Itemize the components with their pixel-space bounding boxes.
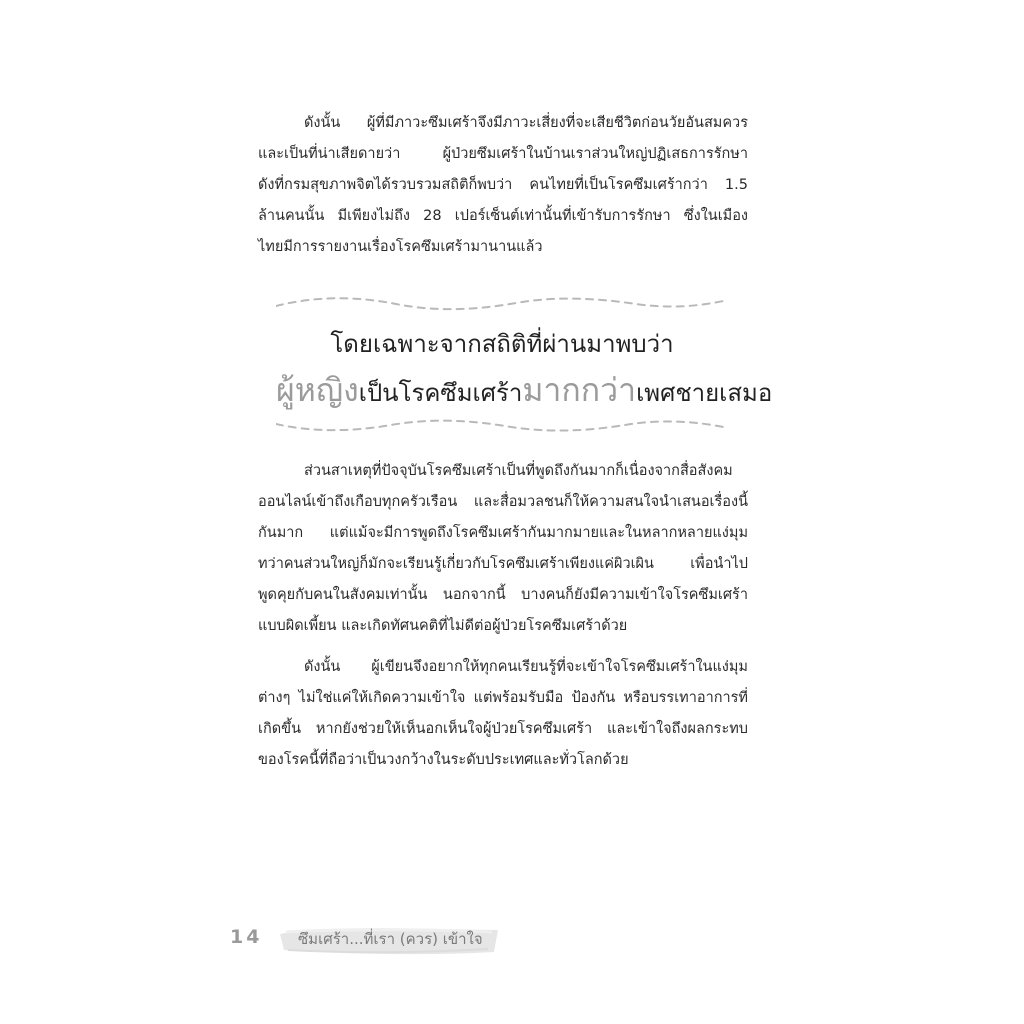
paragraph-line: ของโรคนี้ที่ถือว่าเป็นวงกว้างในระดับประเทศและทั่วโลกด้วย: [258, 752, 629, 768]
pull-quote-highlight-women: ผู้หญิง: [276, 371, 359, 409]
wavy-divider-top: [276, 294, 728, 314]
paragraph-1: [258, 108, 748, 263]
pull-quote-text: เป็นโรคซึมเศร้า: [358, 379, 523, 407]
paragraph-line: ล้านคนนั้น มีเพียงไม่ถึง 28 เปอร์เซ็นต์เท่านั้นที่เข้ารับการรักษา ซึ่งในเมือง: [258, 208, 748, 224]
paragraph-line: ออนไลน์เข้าถึงเกือบทุกครัวเรือน และสื่อมวลชนก็ให้ความสนใจนำเสนอเรื่องนี้: [258, 494, 748, 510]
paragraph-3: [258, 652, 748, 776]
paragraph-line: ต่างๆ ไม่ใช่แค่ให้เกิดความเข้าใจ แต่พร้อมรับมือ ป้องกัน หรือบรรเทาอาการที่: [258, 690, 748, 706]
paragraph-2: [258, 456, 748, 642]
pull-quote-highlight-more: มากกว่า: [522, 371, 637, 409]
paragraph-line: เกิดขึ้น หากยังช่วยให้เห็นอกเห็นใจผู้ป่วยโรคซึมเศร้า และเข้าใจถึงผลกระทบ: [258, 721, 748, 737]
paragraph-line: ดังนั้น ผู้เขียนจึงอยากให้ทุกคนเรียนรู้ที่จะเข้าใจโรคซึมเศร้าในแง่มุม: [304, 659, 748, 675]
paragraph-line: และเป็นที่น่าเสียดายว่า ผู้ป่วยซึมเศร้าในบ้านเราส่วนใหญ่ปฏิเสธการรักษา: [258, 146, 748, 162]
page-number: 14: [230, 926, 263, 948]
pull-quote-line-2: [276, 370, 773, 413]
running-header-title: ซึมเศร้า...ที่เรา (ควร) เข้าใจ: [298, 930, 483, 948]
pull-quote: [276, 294, 773, 444]
paragraph-line: แบบผิดเพี้ยน และเกิดทัศนคติที่ไม่ดีต่อผู้ป่วยโรคซึมเศร้าด้วย: [258, 618, 628, 634]
paragraph-line: กันมาก แต่แม้จะมีการพูดถึงโรคซึมเศร้ากันมากมายและในหลากหลายแง่มุม: [258, 525, 748, 541]
wavy-divider-bottom: [276, 416, 728, 436]
paragraph-line: ส่วนสาเหตุที่ปัจจุบันโรคซึมเศร้าเป็นที่พูดถึงกันมากก็เนื่องจากสื่อสังคม: [304, 463, 733, 479]
paragraph-line: ไทยมีการรายงานเรื่องโรคซึมเศร้ามานานแล้ว: [258, 239, 543, 255]
pull-quote-text: เพศชายเสมอ: [636, 379, 773, 407]
page-footer: [230, 920, 500, 960]
paragraph-line: ดังนั้น ผู้ที่มีภาวะซึมเศร้าจึงมีภาวะเสี่ยงที่จะเสียชีวิตก่อนวัยอันสมควร: [304, 115, 748, 131]
paragraph-line: ทว่าคนส่วนใหญ่ก็มักจะเรียนรู้เกี่ยวกับโรคซึมเศร้าเพียงแค่ผิวเผิน เพื่อนำไป: [258, 556, 748, 572]
paragraph-line: ดังที่กรมสุขภาพจิตได้รวบรวมสถิติก็พบว่า คนไทยที่เป็นโรคซึมเศร้ากว่า 1.5: [258, 177, 748, 193]
paragraph-line: พูดคุยกับคนในสังคมเท่านั้น นอกจากนี้ บางคนก็ยังมีความเข้าใจโรคซึมเศร้า: [258, 587, 748, 603]
pull-quote-line-1: โดยเฉพาะจากสถิติที่ผ่านมาพบว่า: [330, 330, 674, 358]
